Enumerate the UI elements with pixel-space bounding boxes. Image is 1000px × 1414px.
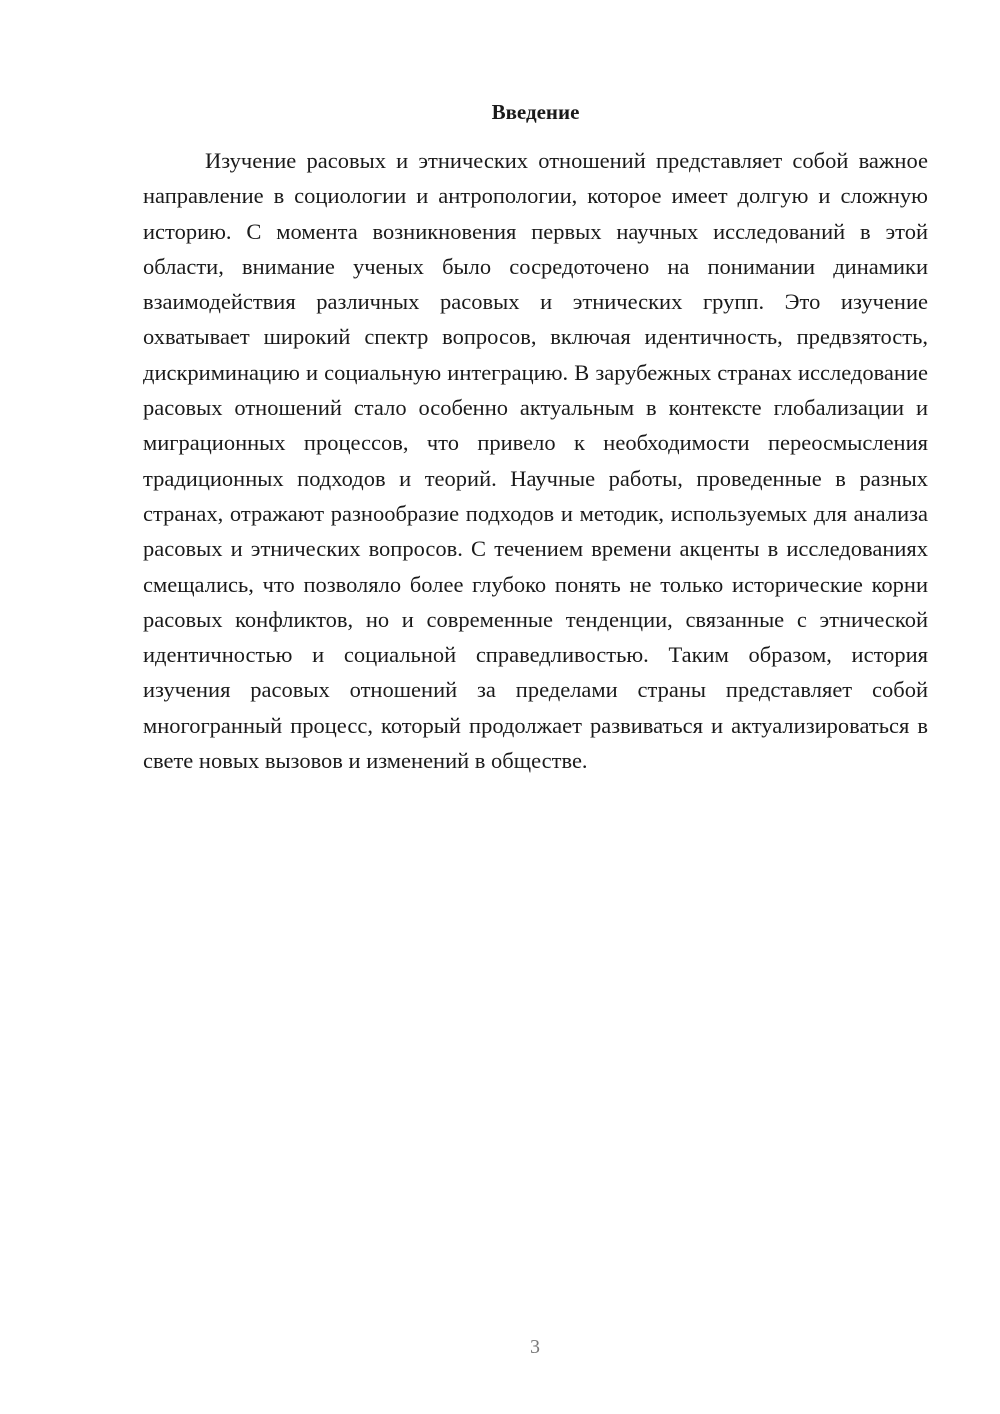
page-number: 3 — [530, 1336, 540, 1358]
intro-paragraph: Изучение расовых и этнических отношений представляет собой важное направление в социологии и антропологии, которое имеет долгую и сложную историю. С момента возникновения первых научных исследований в этой области, внимание ученых было сосредоточено на понимании динамики взаимодействия различных расовых и этнических групп. Это изучение охватывает широкий спектр вопросов, включая идентичность, предвзятость, дискриминацию и социальную интеграцию. В зарубежных странах исследование расовых отношений стало особенно актуальным в контексте глобализации и миграционных процессов, что привело к необходимости переосмысления традиционных подходов и теорий. Научные работы, проведенные в разных странах, отражают разнообразие подходов и методик, используемых для анализа расовых и этнических вопросов. С течением времени акценты в исследованиях смещались, что позволяло более глубоко понять не только исторические корни расовых конфликтов, но и современные тенденции, связанные с этнической идентичностью и социальной справедливостью. Таким образом, история изучения расовых отношений за пределами страны представляет собой многогранный процесс, который продолжает развиваться и актуализироваться в свете новых вызовов и изменений в обществе. — [143, 148, 928, 774]
section-heading: Введение — [491, 100, 580, 124]
